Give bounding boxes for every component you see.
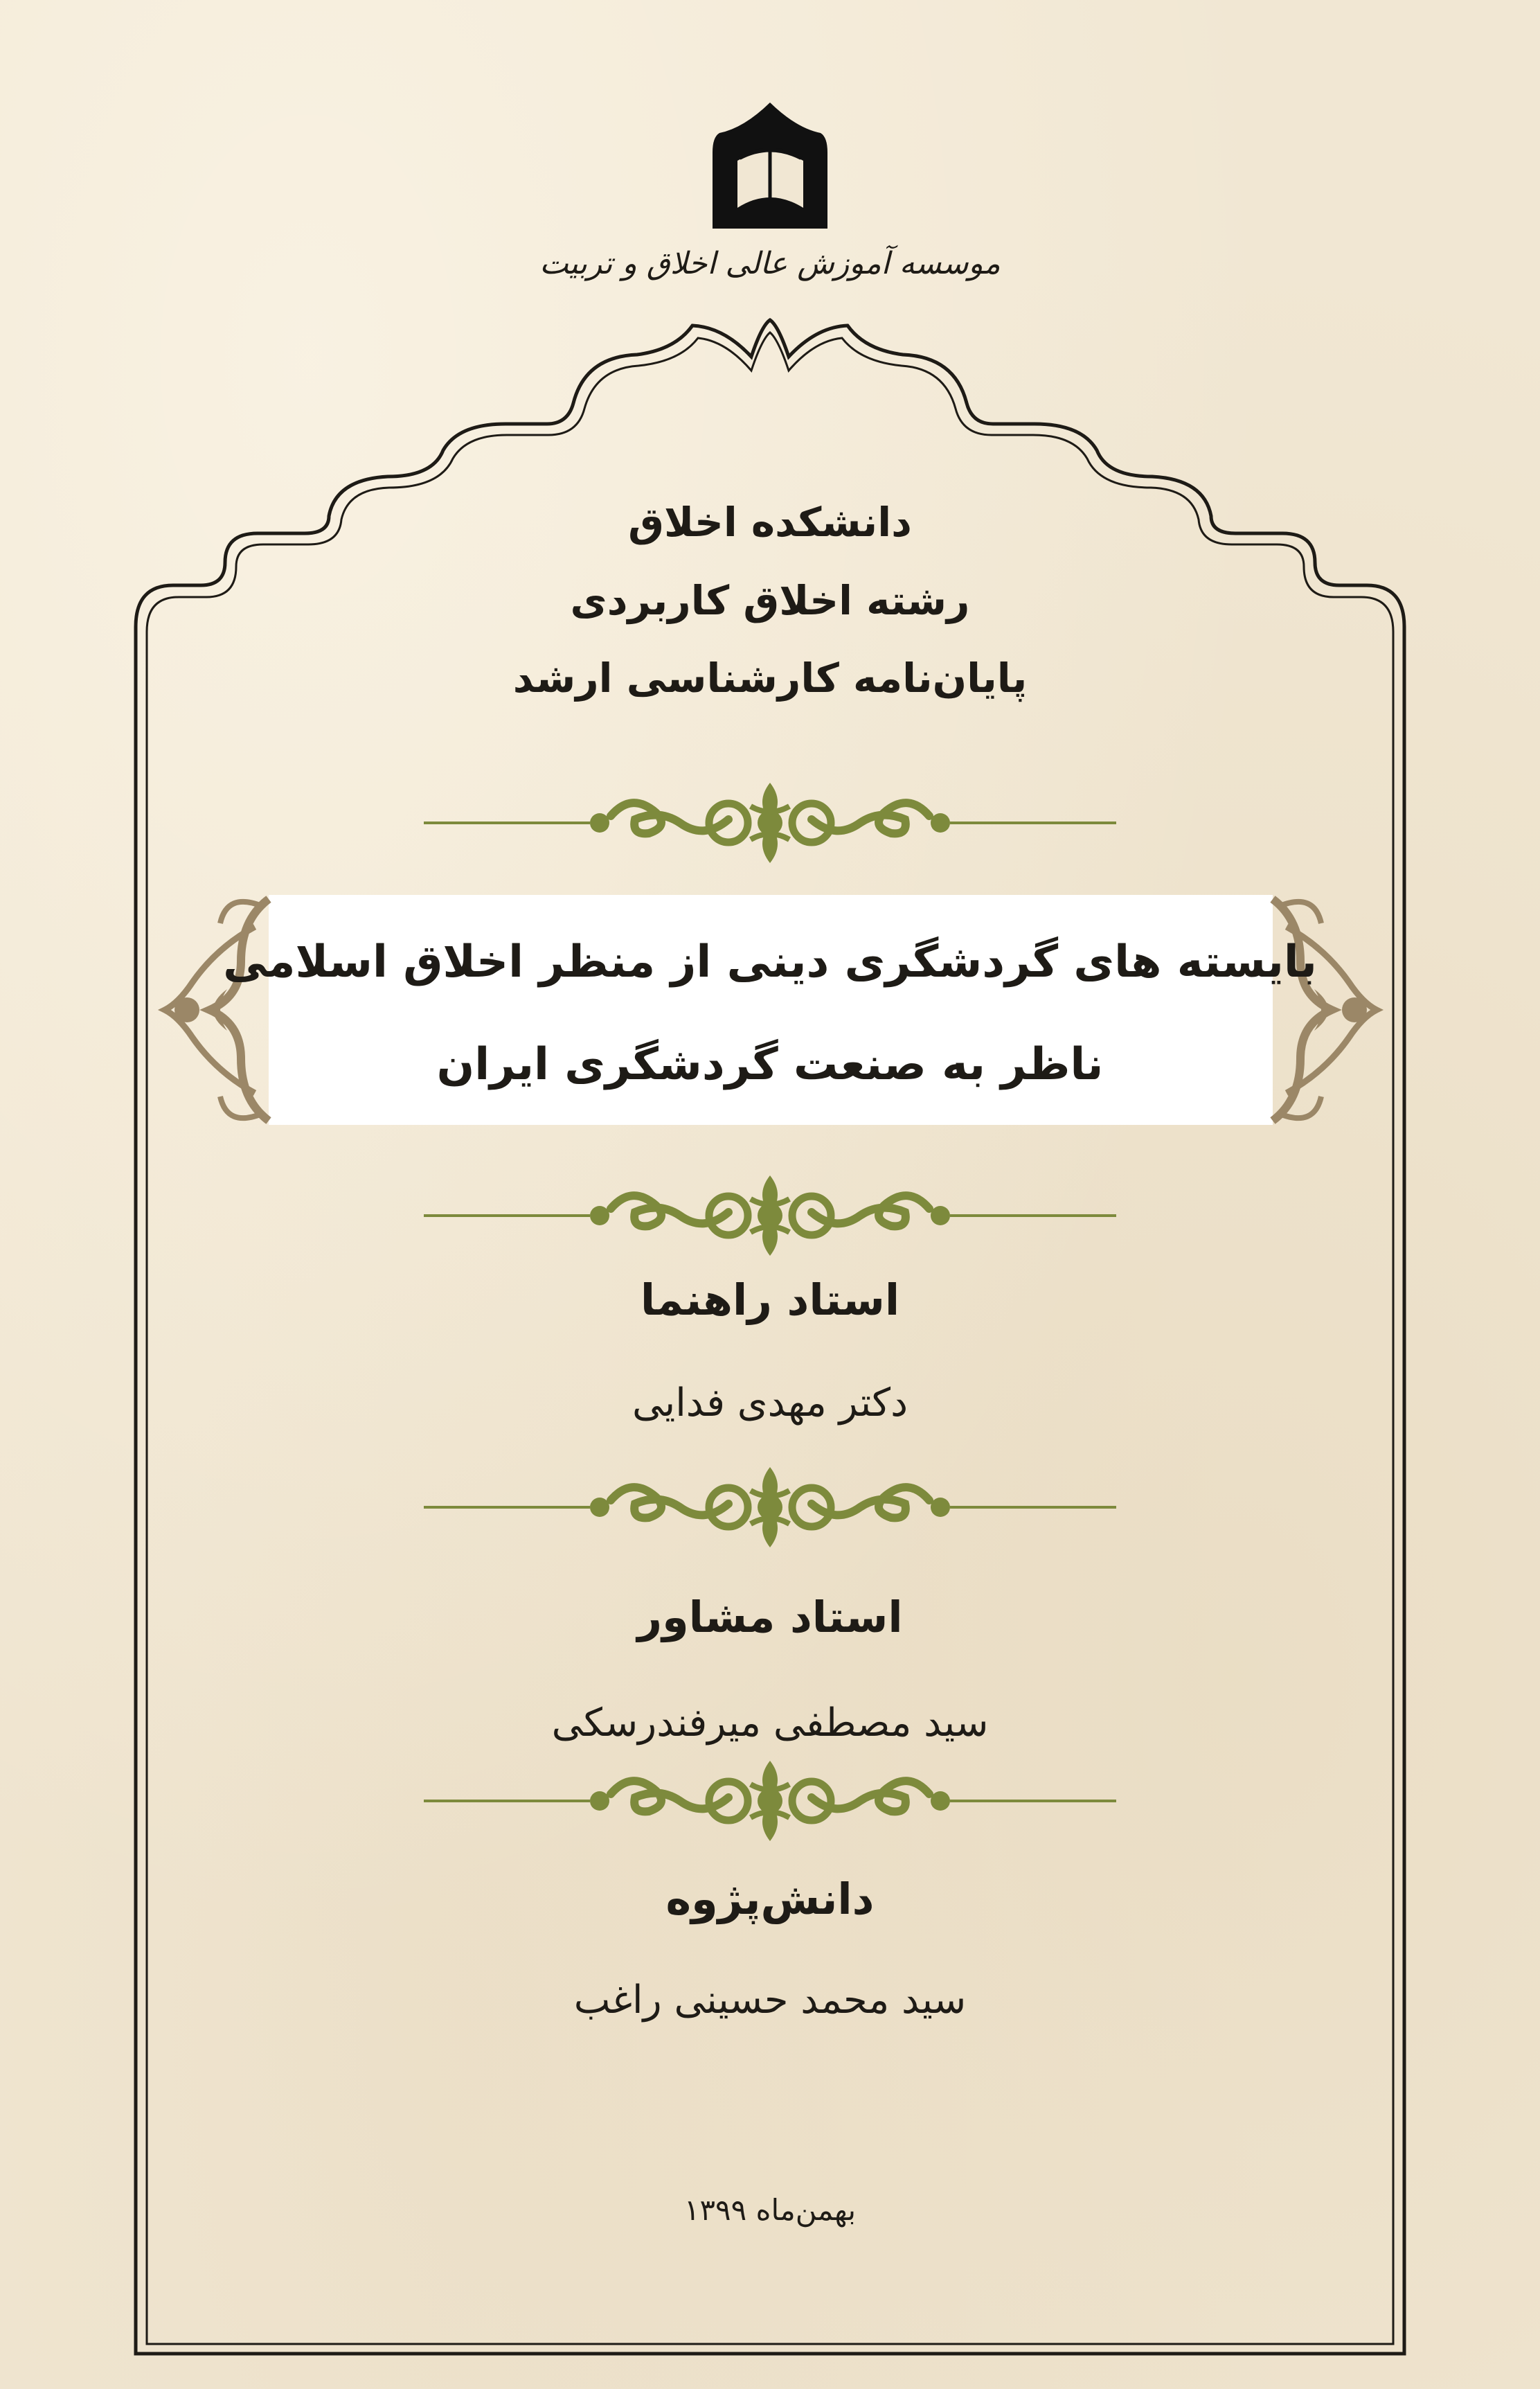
thesis-title-line-1: بایسته های گردشگری دینی از منظر اخلاق اسلامی bbox=[223, 936, 1317, 988]
faculty-name: دانشکده اخلاق bbox=[628, 499, 912, 546]
thesis-title-line-2: ناظر به صنعت گردشگری ایران bbox=[436, 1039, 1104, 1090]
submission-date: بهمن‌ماه ۱۳۹۹ bbox=[683, 2193, 857, 2227]
advisor-label: استاد مشاور bbox=[637, 1592, 903, 1642]
student-name: سید محمد حسینی راغب bbox=[573, 1978, 967, 2023]
institute-name: موسسه آموزش عالی اخلاق و تربیت bbox=[539, 246, 1001, 281]
degree-label: پایان‌نامه کارشناسی ارشد bbox=[512, 655, 1028, 702]
supervisor-name: دکتر مهدی فدایی bbox=[632, 1380, 908, 1426]
field-name: رشته اخلاق کاربردی bbox=[570, 577, 970, 624]
student-label: دانش‌پژوه bbox=[665, 1874, 875, 1924]
advisor-name: سید مصطفی میرفندرسکی bbox=[551, 1700, 989, 1746]
supervisor-label: استاد راهنما bbox=[640, 1275, 900, 1325]
